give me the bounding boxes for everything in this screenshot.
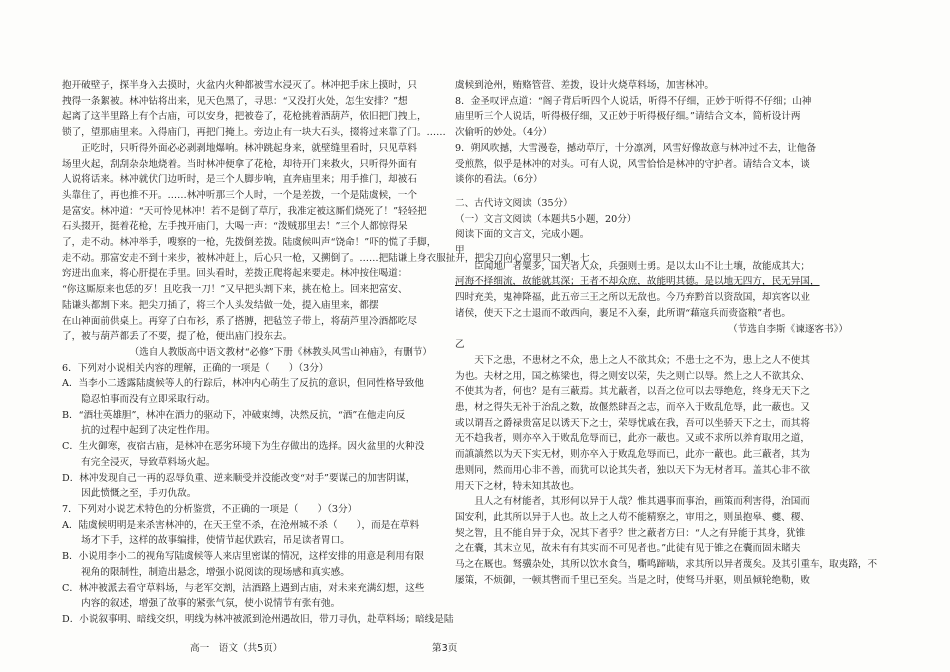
story-line: 正吃时，只听得外面必必剥剥地爆响。林冲跳起身来，就壁缝里看时，只见草料 <box>81 142 417 154</box>
story-line: 陆谦头都割下来。把尖刀插了，将三个人头发结做一处，提入庙里来，都摆 <box>62 299 379 311</box>
question-7 <box>62 502 454 628</box>
option-line: C．林冲被派去看守草料场，与老军交割，沽酒路上遇到古庙，对未来充满幻想，这些 <box>62 582 425 594</box>
story-source: （选自人教版高中语文教材“必修”下册《林教头风雪山神庙》，有删节） <box>129 346 432 358</box>
story-line: 锁了，望那庙里来。入得庙门，再把门掩上。旁边止有一块大石头，掇将过来靠了门。…… <box>62 127 446 139</box>
passage-line: 无不趋我者，则亦卒入于败乱危辱而已，此亦一蔽也。又或不求所以养育取用之道， <box>455 433 810 445</box>
question-9 <box>455 141 848 188</box>
story-line: 了，走不动。林冲举手，嗖察的一枪，先拨倒差拨。陆虞候叫声“饶命！”吓的慌了手脚， <box>62 237 437 249</box>
story-line: 走不动。那富安走不到十来步，被林冲赶上，后心只一枪，又搠倒了。……把陆谦上身衣服扯开，把尖刀向心窝里只一剜，七 <box>62 252 590 264</box>
story-line: 场里火起，刮刮杂杂地烧着。当时林冲便拿了花枪，却待开门来救火，只听得外面有 <box>62 158 417 170</box>
question-7-options <box>62 518 454 628</box>
story-line: “你这厮原来也恁的歹！且吃我一刀！”又早把头割下来，挑在枪上。回来把富安、 <box>62 284 408 296</box>
passage-jia-source: （节选自李斯《谏逐客书》） <box>728 323 848 335</box>
option-line: C．生火御寒，夜宿古庙，是林冲在恶劣环境下为生存做出的选择。因火盆里的火种没 <box>62 441 425 453</box>
option-line: A．陆虞候明明是来杀害林冲的，在天王堂不杀，在沧州城不杀（ ），而是在草料 <box>62 519 420 531</box>
footer-left: 高一 语文（共5页） <box>190 643 283 654</box>
option-line: A．当李小二透露陆虞候等人的行踪后，林冲内心萌生了反抗的意识，但同性格导致他 <box>62 378 424 390</box>
passage-yi <box>455 353 878 589</box>
passage-line: 用天下之材，特未知其故也。 <box>455 480 580 492</box>
question-line: 9．朔风吹撼，大雪漫卷，撼动草厅，十分凛冽，风雪好像故意与林冲过不去，让他备 <box>455 142 817 154</box>
right-column <box>455 78 878 589</box>
story-line: 是富安。林冲道：“天可怜见林冲！若不是倒了草厅，我准定被这厮们烧死了！”轻轻把 <box>62 205 427 217</box>
instruction: 阅读下面的文言文，完成小题。 <box>455 229 590 241</box>
option-line: 隐忍怕事而没有立即采取行动。 <box>62 394 216 406</box>
passage-line: 且人之有材能者，其形何以异于人哉？惟其遇事而事治，画策而利害得，治国而 <box>474 496 810 508</box>
passage-line: 或以谓吾之爵禄贵富足以诱天下之士，荣辱忧戚在我，吾可以坐骄天下之士，而其将 <box>455 417 810 429</box>
question-6-stem: 6．下列对小说相关内容的理解，正确的一项是（ ）（3分） <box>62 362 329 374</box>
question-line: 谈你的看法。（6分） <box>455 174 543 186</box>
question-line: 次偷听的妙处。（4分） <box>455 127 553 139</box>
story-line: 头靠住了，再也推不开。……林冲听那三个人时，一个是差拨，一个是陆虞候，一个 <box>62 189 417 201</box>
option-line: 因此愤慨之至，手刃仇敌。 <box>62 488 197 500</box>
option-line: 虞候到沧州，贿赂管营、差拨，设计火烧草料场，加害林冲。 <box>455 80 715 91</box>
story-line: 人说将话来。林冲就伏门边听时，是三个人脚步响，直奔庙里来；用手推门，却被石 <box>62 174 417 186</box>
option-line: 抗的过程中起到了决定性作用。 <box>62 425 216 437</box>
passage-line: 患则同，然而用心非不善，而犹可以论其失者，独以天下为无材者耳。盖其心非不欲 <box>455 464 810 476</box>
passage-line: 河海不择细流，故能就其深；王者不却众庶，故能明其德。是以地无四方，民无异国， <box>455 276 820 288</box>
passage-line: 马之在厩也。驽骥杂处，其所以饮水食刍，嘶鸣蹄啮，求其所以异者蔑矣。及其引重车，取夷路，不 <box>455 559 878 571</box>
question-8 <box>455 94 848 141</box>
passage-line: 之在囊，其末立见，故未有有其实而不可见者也。”此徒有见于锥之在囊而固未睹夫 <box>455 543 801 555</box>
story-line: 在山神面前供桌上。再穿了白布衫，系了搭膊，把毡笠子带上，将葫芦里冷酒都吃尽 <box>62 315 417 327</box>
story-line: 了，被与葫芦都丢了不要，提了枪，便出庙门投东去。 <box>62 331 293 343</box>
page-number: 第3页 <box>432 643 458 654</box>
option-line: B．“酒壮英雄胆”，林冲在酒力的驱动下，冲破束缚，决然反抗，“酒”在他走向反 <box>62 409 406 421</box>
option-line: 有完全浸灭，导致草料场火起。 <box>62 456 216 468</box>
question-6 <box>62 361 432 502</box>
option-line: D．林冲发现自己一再的忍辱负重、逆来顺受并没能改变“对手”要谋己的加害阴谋， <box>62 472 416 484</box>
continued-option-text <box>455 78 848 94</box>
option-line: B．小说用李小二的视角写陆虞候等人来店里密谋的情况，这样安排的用意是利用有限 <box>62 551 425 563</box>
passage-jia <box>455 259 848 322</box>
question-line: 受煎熬，似乎是林冲的对头。可有人说，风雪恰恰是林冲的守护者。请结合文本，谈 <box>455 158 810 170</box>
question-6-options <box>62 376 432 502</box>
option-line: 视角的限制性，制造出悬念，增强小说阅读的现场感和真实感。 <box>62 566 350 578</box>
passage-line: 四时充美，鬼神降福，此五帝三王之所以无敌也。今乃弃黔首以资敌国，却宾客以业 <box>455 292 810 304</box>
passage-line: 为也。夫材之用，国之栋梁也，得之则安以荣，失之则亡以辱。然上之人不欲其众、 <box>455 370 810 382</box>
section-heading: 二、古代诗文阅读（35分） <box>455 197 573 209</box>
option-line: 场才下手，这样的故事编排，使情节起伏跌宕，吊足读者胃口。 <box>62 535 350 547</box>
passage-jia-label: 甲 <box>455 245 465 257</box>
passage-line: 屡策，不烦御，一顿其辔而千里已至矣。当是之时，使驽马并驱，则虽倾轮绝勒，败 <box>455 574 810 586</box>
passage-line: 国安利，此其所以异于人也。故上之人苟不能精察之，审用之，则虽抱皋、夔、稷、 <box>455 511 810 523</box>
question-line: 庙里听三个人说话，听得极仔细，又正妙于听得极仔细。”请结合文本，简析设计两 <box>455 111 801 123</box>
passage-line: 患，材之得失无补于治乱之数，故偃然肆吾之志，而卒入于败乱危辱，此一蔽也。又 <box>455 402 810 414</box>
passage-line: 而謓謓然以为天下实无材，则亦卒入于败乱危辱而已，此亦一蔽也。此三蔽者，其为 <box>455 449 810 461</box>
question-7-stem: 7．下列对小说艺术特色的分析鉴赏，不正确的一项是（ ）（3分） <box>62 503 358 515</box>
passage-line: 不使其为者，何也？是有三蔽焉。其尤蔽者，以吾之位可以去辱绝危，终身无天下之 <box>455 386 810 398</box>
passage-line: 臣闻地广者粟多，国大者人众，兵强则士勇。是以太山不让土壤，故能成其大； <box>474 260 810 272</box>
passage-line: 契之智，且不能自异于众，况其下者乎？世之蔽者方曰：“人之有异能于其身，犹锥 <box>455 527 806 539</box>
story-line: 拽得一条絮被。林冲钻将出来，见天色黑了，寻思：“又没打火处，怎生安排？”想 <box>62 95 408 107</box>
option-line: 内容的叙述，增强了故事的紧张气氛，使小说情节有张有弛。 <box>62 598 341 610</box>
subsection-heading: （一）文言文阅读（本题共5小题，20分） <box>455 213 637 225</box>
story-line: 起离了这半里路上有个古庙，可以安身，把被卷了，花枪挑着酒葫芦，依旧把门拽上， <box>62 111 427 123</box>
option-line: D．小说叙事明、暗线交织，明线为林冲被派到沧州遇故旧，带刀寻仇，赴草料场；暗线是陆 <box>62 613 454 625</box>
story-line: 石头掇开，挺着花枪，左手拽开庙门，大喝一声：“泼贼那里去！”三个人都惊得呆 <box>62 221 408 233</box>
passage-line: 天下之患，不患材之不众，患上之人不欲其众；不患士之不为，患上之人不使其 <box>474 354 810 366</box>
story-line: 抱开破壁子，探半身入去摸时，火盆内火种都被雪水浸灭了。林冲把手床上摸时，只 <box>62 80 417 91</box>
story-line: 窍迸出血来，将心肝提在手里。回头看时，差拨正爬将起来要走。林冲按住喝道： <box>62 268 408 280</box>
passage-line: 诸侯，使天下之士退而不敢西向，裹足不入秦，此所谓“藉寇兵而赍盗粮”者也。 <box>455 307 791 319</box>
passage-yi-label: 乙 <box>455 339 465 351</box>
question-line: 8．金圣叹评点道：“阁子背后听四个人说话，听得不仔细，正妙于听得不仔细；山神 <box>455 95 812 107</box>
